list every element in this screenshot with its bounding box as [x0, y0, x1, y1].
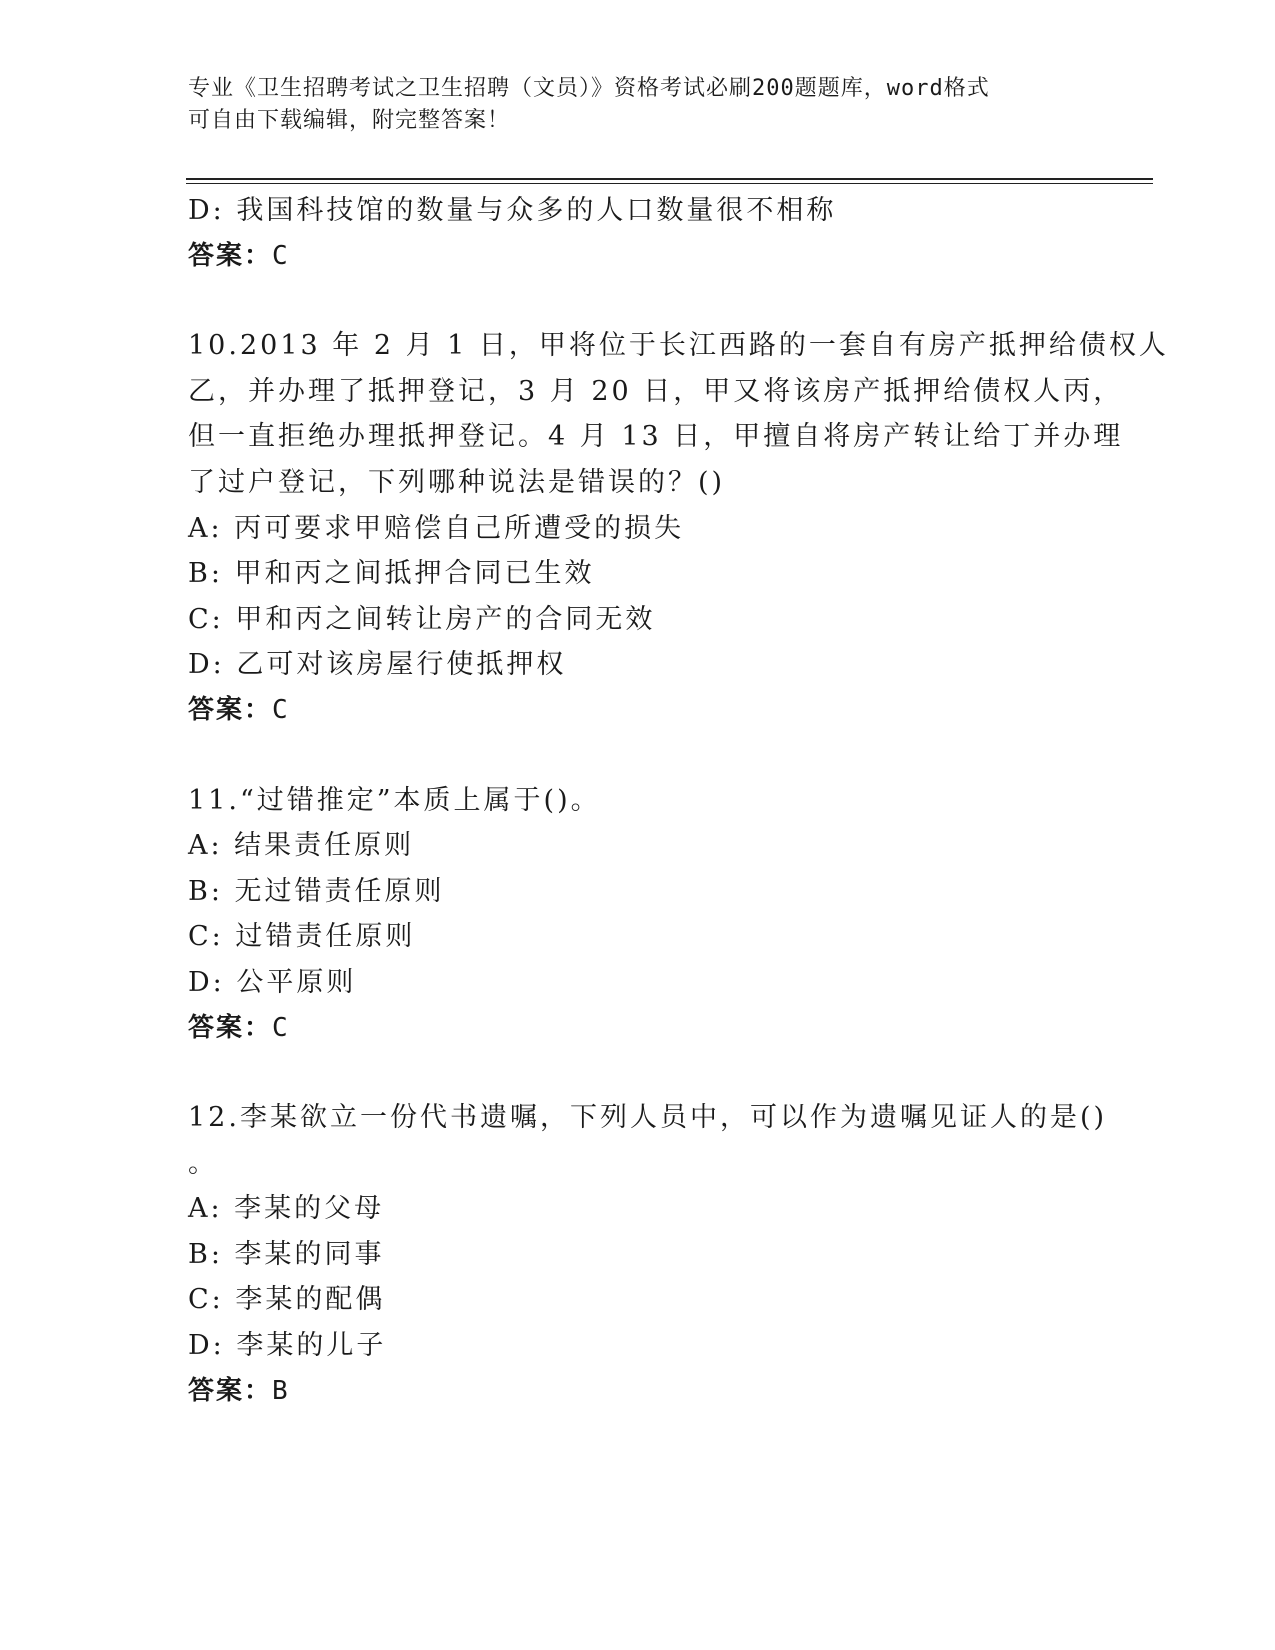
answer-label: 答案：: [188, 240, 273, 271]
header-title-line-1: 专业《卫生招聘考试之卫生招聘（文员）》资格考试必刷200题题库，word格式: [188, 76, 990, 101]
answer-label: 答案：: [188, 1012, 273, 1043]
header-title-line-2: 可自由下载编辑，附完整答案！: [188, 108, 511, 133]
header-divider-top: [186, 178, 1153, 180]
question-stem-line: 乙，并办理了抵押登记，3 月 20 日，甲又将该房产抵押给债权人丙，: [188, 375, 1124, 407]
question-content: [188, 188, 1169, 1414]
option-c: C: 李某的配偶: [188, 1284, 386, 1316]
question-stem-line: 11.“过错推定”本质上属于()。: [188, 784, 601, 816]
question-answer: [188, 1369, 1088, 1415]
option-a: A: 结果责任原则: [188, 830, 415, 862]
question-answer: [188, 1006, 1088, 1052]
question-11: [188, 778, 1088, 1052]
spacer: [188, 279, 1088, 323]
spacer: [188, 734, 1088, 778]
option-c: C: 过错责任原则: [188, 921, 416, 953]
question-10: [188, 323, 1169, 733]
document-header: [188, 73, 1068, 137]
option-c: C: 甲和丙之间转让房产的合同无效: [188, 603, 656, 635]
option-d: D: 李某的儿子: [188, 1330, 387, 1362]
option-b: B: 无过错责任原则: [188, 875, 445, 907]
question-stem-line: 10.2013 年 2 月 1 日，甲将位于长江西路的一套自有房产抵押给债权人: [188, 330, 1169, 362]
question-12: [188, 1095, 1108, 1414]
option-d: D: 乙可对该房屋行使抵押权: [188, 649, 567, 681]
question-stem-line: 。: [188, 1147, 218, 1179]
answer-label: 答案：: [188, 694, 273, 725]
option-b: B: 甲和丙之间抵押合同已生效: [188, 558, 595, 590]
option-b: B: 李某的同事: [188, 1238, 385, 1270]
header-divider-bottom: [186, 183, 1153, 184]
question-stem-line: 了过户登记，下列哪种说法是错误的？(): [188, 466, 726, 498]
question-stem-line: 但一直拒绝办理抵押登记。4 月 13 日，甲擅自将房产转让给丁并办理: [188, 421, 1124, 453]
answer-value: C: [272, 1012, 290, 1043]
answer-value: C: [272, 694, 290, 725]
question-answer: [188, 688, 1088, 734]
answer-label: 答案：: [188, 1375, 273, 1406]
question-stem-line: 12.李某欲立一份代书遗嘱，下列人员中，可以作为遗嘱见证人的是(): [188, 1102, 1108, 1134]
spacer: [188, 1051, 1088, 1095]
answer-value: C: [272, 240, 290, 271]
carryover-option-d: D: 我国科技馆的数量与众多的人口数量很不相称: [188, 195, 837, 226]
option-d: D: 公平原则: [188, 966, 357, 998]
option-a: A: 丙可要求甲赔偿自己所遭受的损失: [188, 512, 685, 544]
answer-value: B: [272, 1375, 290, 1406]
option-a: A: 李某的父母: [188, 1193, 385, 1225]
carryover-answer: [188, 234, 1088, 280]
